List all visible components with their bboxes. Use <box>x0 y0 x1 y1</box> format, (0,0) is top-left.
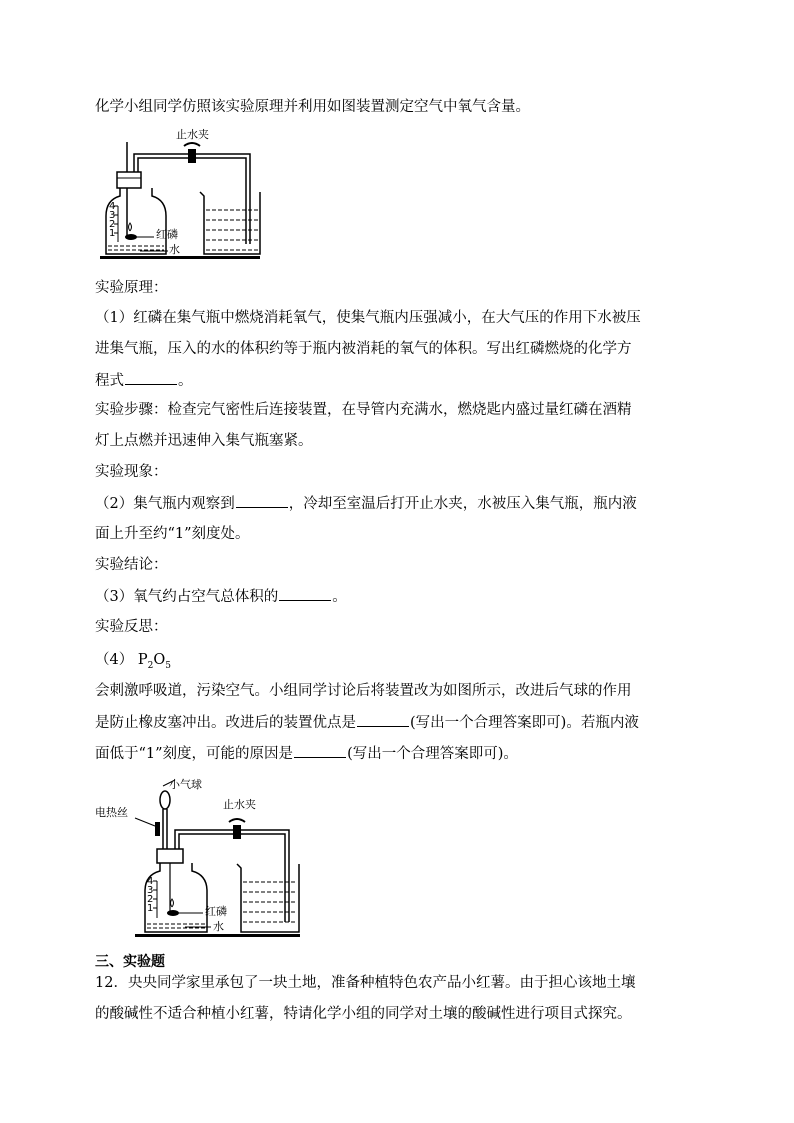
phosphorus-label: 红磷 <box>205 905 227 918</box>
answer-blank-5[interactable] <box>294 743 346 758</box>
phenomenon-heading: 实验现象： <box>95 464 168 480</box>
scale-label: 3 <box>109 210 116 221</box>
conclusion-heading: 实验结论： <box>95 557 168 573</box>
q2-line1 <box>95 493 637 514</box>
principle-heading: 实验原理： <box>95 280 168 296</box>
scale-label: 2 <box>109 219 116 230</box>
q12-line2: 的酸碱性不适合种植小红薯，特请化学小组的同学对土壤的酸碱性进行项目式探究。 <box>95 1006 632 1022</box>
q4-line1: 会刺激呼吸道，污染空气。小组同学讨论后将装置改为如图所示，改进后气球的作用 <box>95 683 632 699</box>
answer-blank-3[interactable] <box>279 586 331 601</box>
q2-line1-pre: （2）集气瓶内观察到 <box>95 496 235 512</box>
answer-blank-2[interactable] <box>236 493 288 508</box>
q4-label: （4） <box>95 652 134 668</box>
answer-blank-1[interactable] <box>125 370 177 385</box>
intro-text: 化学小组同学仿照该实验原理并利用如图装置测定空气中氧气含量。 <box>95 99 530 115</box>
apparatus-figure-1 <box>100 124 270 266</box>
q4-line2 <box>95 712 639 733</box>
clamp-label: 止水夹 <box>223 798 256 811</box>
q1-line3-pre: 程式 <box>95 373 124 389</box>
section-heading: 三、实验题 <box>95 954 165 970</box>
balloon-label: 小气球 <box>169 778 202 791</box>
q1-line1: （1）红磷在集气瓶中燃烧消耗氧气，使集气瓶内压强减小，在大气压的作用下水被压 <box>95 310 641 326</box>
q4-line3-pre: 面低于“1”刻度，可能的原因是 <box>95 746 294 762</box>
q4-line2-post: (写出一个合理答案即可)。若瓶内液 <box>410 715 639 731</box>
q1-line3-post: 。 <box>178 373 193 389</box>
reflection-heading: 实验反思： <box>95 619 168 635</box>
q3-pre: （3）氧气约占空气总体积的 <box>95 589 279 605</box>
q3-line <box>95 586 347 607</box>
water-label: 水 <box>213 920 224 933</box>
steps-line1: 实验步骤：检查完气密性后连接装置，在导管内充满水，燃烧匙内盛过量红磷在酒精 <box>95 402 632 418</box>
q4-line <box>95 650 171 676</box>
clamp-label: 止水夹 <box>176 128 209 141</box>
scale-label: 3 <box>147 885 154 896</box>
q4-line3 <box>95 743 518 764</box>
steps-line2: 灯上点燃并迅速伸入集气瓶塞紧。 <box>95 433 313 449</box>
heating-wire-label: 电热丝 <box>95 806 128 819</box>
q2-line1-post: ，冷却至室温后打开止水夹，水被压入集气瓶，瓶内液 <box>288 496 637 512</box>
answer-blank-4[interactable] <box>357 712 409 727</box>
q2-line2: 面上升至约“1”刻度处。 <box>95 526 250 542</box>
q4-line2-pre: 是防止橡皮塞冲出。改进后的装置优点是 <box>95 715 356 731</box>
apparatus-figure-2 <box>95 774 310 940</box>
q4-line3-post: (写出一个合理答案即可)。 <box>347 746 518 762</box>
water-label: 水 <box>169 243 180 256</box>
chemical-formula: $P_2O_5$ <box>137 652 171 671</box>
q12-line1: 12．央央同学家里承包了一块土地，准备种植特色农产品小红薯。由于担心该地土壤 <box>95 975 636 991</box>
q3-post: 。 <box>332 589 347 605</box>
q1-line2: 进集气瓶，压入的水的体积约等于瓶内被消耗的氧气的体积。写出红磷燃烧的化学方 <box>95 341 632 357</box>
phosphorus-label: 红磷 <box>156 228 178 241</box>
q1-line3 <box>95 370 193 391</box>
scale-label: 4 <box>147 876 154 887</box>
scale-label: 1 <box>109 228 116 239</box>
scale-label: 4 <box>109 201 116 212</box>
scale-label: 2 <box>147 894 154 905</box>
scale-label: 1 <box>147 903 154 914</box>
